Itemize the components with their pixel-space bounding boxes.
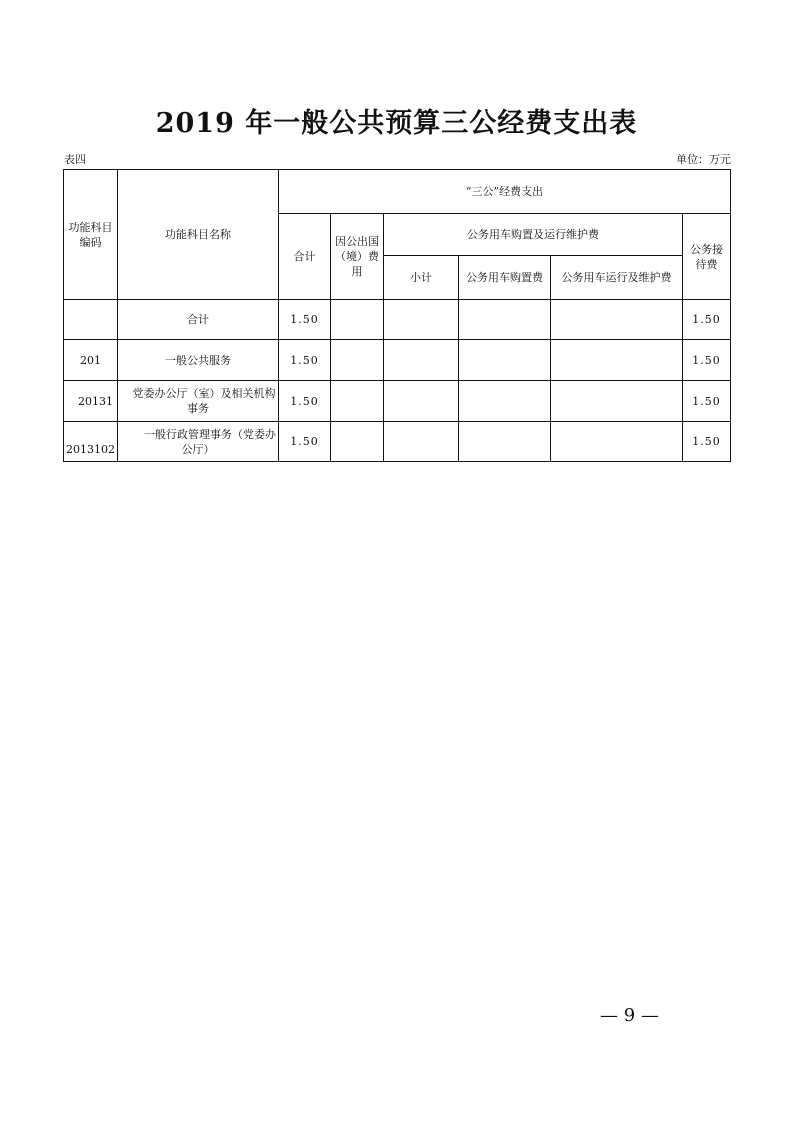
header-total: 合计 <box>279 214 331 300</box>
row-reception: 1.50 <box>683 422 731 462</box>
row-reception: 1.50 <box>683 381 731 422</box>
row-abroad <box>331 340 384 381</box>
table-row <box>64 422 731 462</box>
row-abroad <box>331 381 384 422</box>
row-vehicle-purchase <box>459 422 551 462</box>
header-row-1 <box>64 170 731 214</box>
row-vehicle-operation <box>551 422 683 462</box>
header-name: 功能科目名称 <box>118 170 279 300</box>
row-reception: 1.50 <box>683 300 731 340</box>
row-vehicle-operation <box>551 340 683 381</box>
row-total: 1.50 <box>279 422 331 462</box>
row-code: 201 <box>64 340 118 381</box>
header-vehicle-group: 公务用车购置及运行维护费 <box>384 214 683 256</box>
row-code: 2013102 <box>64 422 118 462</box>
header-vehicle-subtotal: 小计 <box>384 256 459 300</box>
header-reception: 公务接待费 <box>683 214 731 300</box>
row-vehicle-subtotal <box>384 300 459 340</box>
row-vehicle-operation <box>551 381 683 422</box>
row-vehicle-operation <box>551 300 683 340</box>
row-code: 20131 <box>64 381 118 422</box>
header-code: 功能科目编码 <box>64 170 118 300</box>
expenditure-table <box>63 169 731 462</box>
row-vehicle-subtotal <box>384 381 459 422</box>
table-row <box>64 300 731 340</box>
table-row <box>64 340 731 381</box>
row-vehicle-purchase <box>459 340 551 381</box>
header-sangong-group: “三公”经费支出 <box>279 170 731 214</box>
row-vehicle-subtotal <box>384 422 459 462</box>
unit-label: 单位：万元 <box>676 153 731 166</box>
row-vehicle-purchase <box>459 381 551 422</box>
row-abroad <box>331 422 384 462</box>
row-vehicle-subtotal <box>384 340 459 381</box>
row-abroad <box>331 300 384 340</box>
page-number: — 9 — <box>600 1005 659 1026</box>
header-abroad: 因公出国（境）费用 <box>331 214 384 300</box>
row-name: 一般公共服务 <box>118 340 279 381</box>
row-vehicle-purchase <box>459 300 551 340</box>
row-code <box>64 300 118 340</box>
row-reception: 1.50 <box>683 340 731 381</box>
row-total: 1.50 <box>279 381 331 422</box>
header-vehicle-operation: 公务用车运行及维护费 <box>551 256 683 300</box>
header-vehicle-purchase: 公务用车购置费 <box>459 256 551 300</box>
table-row <box>64 381 731 422</box>
row-name: 党委办公厅（室）及相关机构事务 <box>118 381 279 422</box>
row-name: 合计 <box>118 300 279 340</box>
table-label: 表四 <box>64 153 86 166</box>
row-total: 1.50 <box>279 300 331 340</box>
document-title: 2019 年一般公共预算三公经费支出表 <box>155 108 638 139</box>
row-total: 1.50 <box>279 340 331 381</box>
row-name: 一般行政管理事务（党委办公厅） <box>118 422 279 462</box>
